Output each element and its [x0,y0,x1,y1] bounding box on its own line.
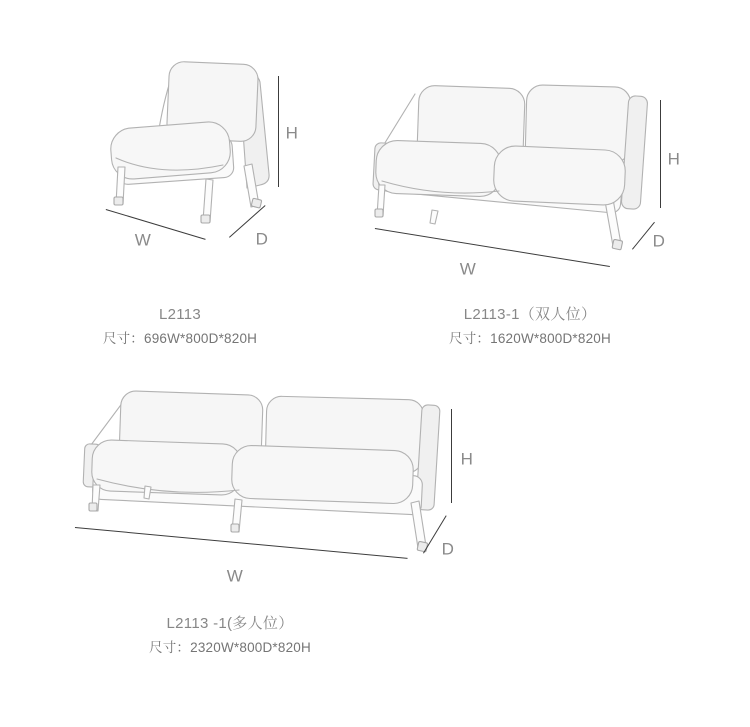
height-label: H [667,149,681,169]
caption-two-seat [449,306,611,346]
seat-cushion-right [493,145,626,206]
front-mid-foot [201,215,210,223]
height-label: H [285,123,299,143]
depth-label: D [441,539,455,559]
product-size: 尺寸：696W*800D*820H [102,331,258,346]
front-left-foot [89,503,97,511]
rear-right-foot [612,239,623,250]
depth-label: D [652,231,666,251]
back-frame-line [383,94,415,146]
width-label: W [459,259,477,279]
front-left-foot [114,197,123,205]
depth-label: D [255,229,269,249]
rear-right-foot [251,198,262,208]
two-seat-sofa-sketch [362,82,662,264]
product-code: L2113 -1(多人位） [166,615,294,632]
seat-cushion [109,120,232,180]
seat-cushion-left [91,439,242,495]
mid-leg-stub [430,210,438,224]
product-code: L2113-1（双人位） [463,306,597,323]
product-size: 尺寸：1620W*800D*820H [449,331,611,346]
three-seat-sofa-sketch [78,388,448,560]
product-size: 尺寸：2320W*800D*820H [149,640,311,655]
seat-cushion-right [231,445,414,504]
caption-multi-seat [149,615,311,655]
front-left-foot [375,209,383,217]
height-dimension-line [660,100,661,208]
product-code: L2113 [158,306,202,323]
width-label: W [134,230,152,250]
width-label: W [226,566,244,586]
height-dimension-line [278,76,279,187]
seat-cushion-left [375,140,502,197]
front-mid-foot [231,524,239,532]
caption-single-seat [103,306,257,346]
height-dimension-line [451,409,452,503]
height-label: H [460,449,474,469]
